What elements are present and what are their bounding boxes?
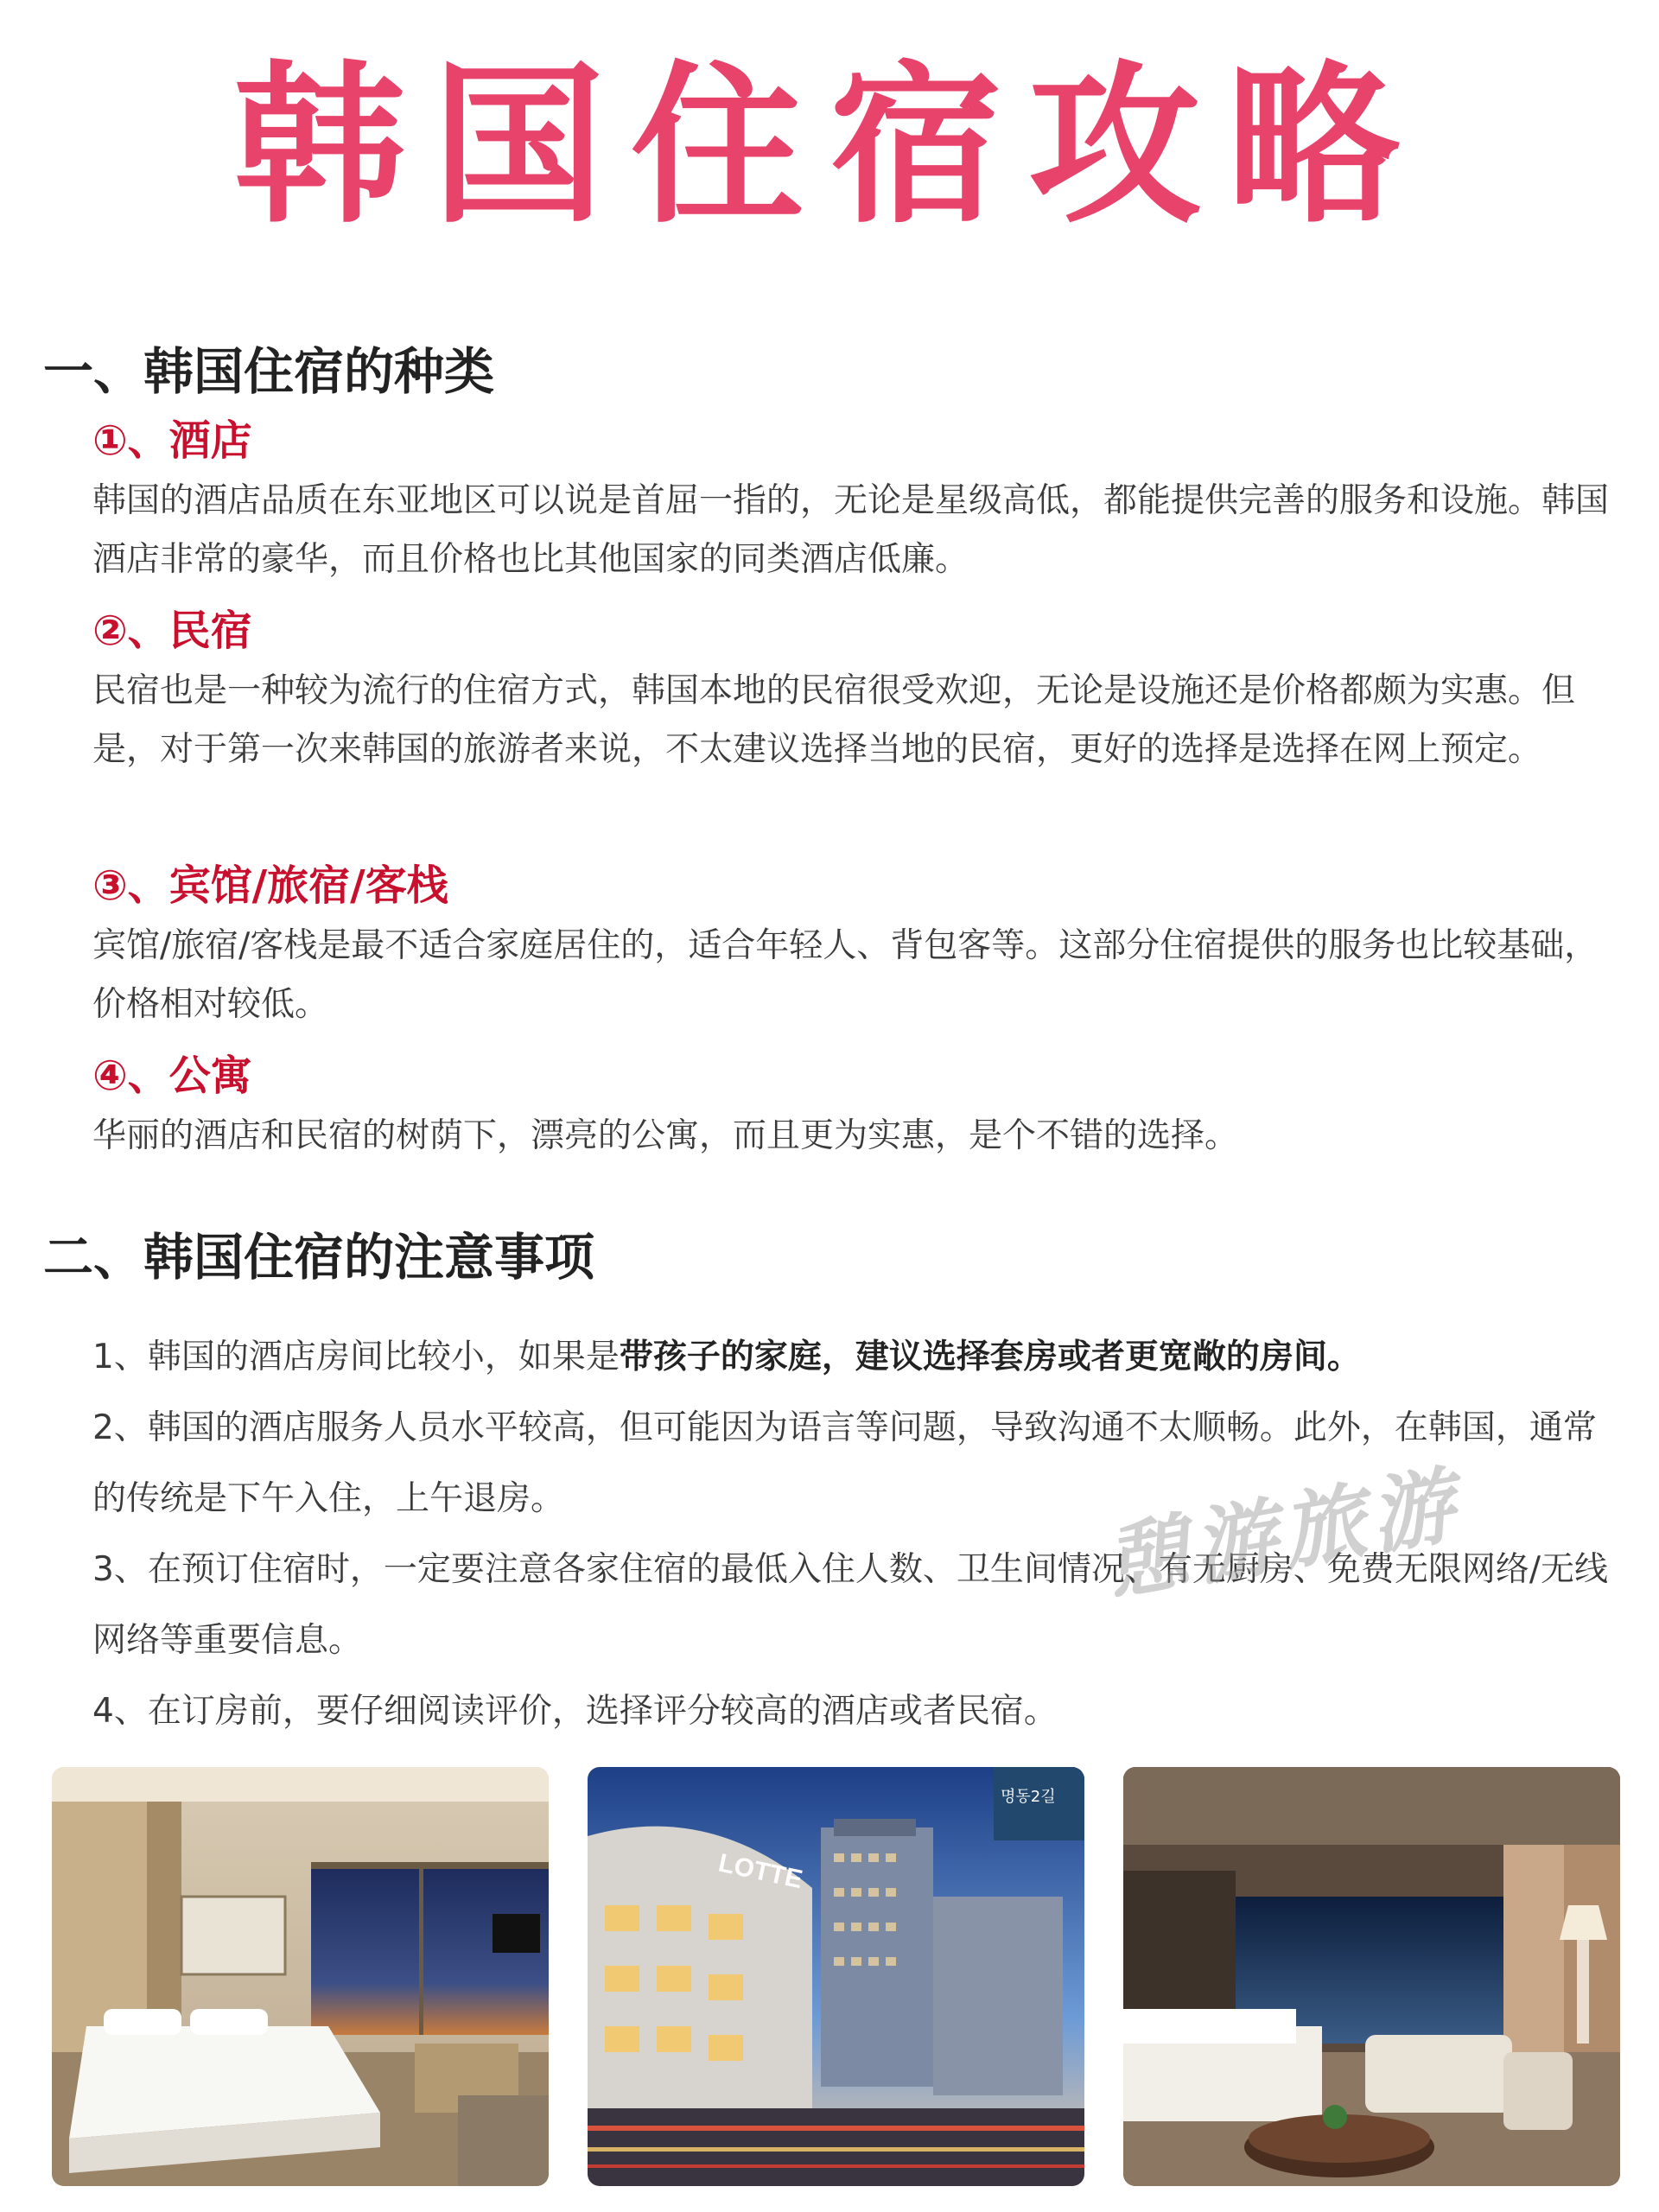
section1-heading: 一、韩国住宿的种类 — [43, 342, 495, 401]
item-minsu-label: ②、民宿 — [92, 607, 252, 655]
item-apartment-label: ④、公寓 — [92, 1052, 252, 1100]
item-apartment-text: 华丽的酒店和民宿的树荫下，漂亮的公寓，而且更为实惠，是个不错的选择。 — [92, 1116, 1239, 1155]
item-guesthouse-label: ③、宾馆/旅宿/客栈 — [92, 861, 448, 910]
watermark: 憩游旅游 — [1096, 1455, 1468, 1614]
note-1 — [92, 1322, 1613, 1393]
lotte-street-photo — [588, 1767, 1084, 2186]
note-1-plain: 1、韩国的酒店房间比较小，如果是 — [92, 1338, 620, 1376]
hotel-suite-photo — [1123, 1767, 1620, 2186]
item-minsu-text: 民宿也是一种较为流行的住宿方式，韩国本地的民宿很受欢迎，无论是设施还是价格都颇为实惠。但是，对于第一次来韩国的旅游者来说，不太建议选择当地的民宿，更好的选择是选择在网上预定。 — [92, 671, 1576, 769]
note-2: 2、韩国的酒店服务人员水平较高，但可能因为语言等问题，导致沟通不太顺畅。此外，在韩国，通常的传统是下午入住，上午退房。 — [92, 1408, 1597, 1518]
street-sign: 명동2길 — [1001, 1788, 1056, 1806]
page-title: 韩国住宿攻略 — [232, 46, 1426, 247]
item-hotel-text: 韩国的酒店品质在东亚地区可以说是首屈一指的，无论是星级高低，都能提供完善的服务和设施。韩国酒店非常的豪华，而且价格也比其他国家的同类酒店低廉。 — [92, 481, 1610, 579]
note-4: 4、在订房前，要仔细阅读评价，选择评分较高的酒店或者民宿。 — [92, 1692, 1058, 1731]
item-hotel-label: ①、酒店 — [92, 416, 252, 465]
note-3: 3、在预订住宿时，一定要注意各家住宿的最低入住人数、卫生间情况、有无厨房、免费无限网络/无线网络等重要信息。 — [92, 1550, 1608, 1660]
section2-heading: 二、韩国住宿的注意事项 — [43, 1228, 595, 1287]
note-1-bold: 带孩子的家庭，建议选择套房或者更宽敞的房间。 — [619, 1338, 1361, 1376]
item-guesthouse-text: 宾馆/旅宿/客栈是最不适合家庭居住的，适合年轻人、背包客等。这部分住宿提供的服务也比较基础，价格相对较低。 — [92, 926, 1599, 1024]
hotel-room-photo — [52, 1767, 549, 2186]
lotte-sign: LOTTE — [715, 1848, 805, 1895]
